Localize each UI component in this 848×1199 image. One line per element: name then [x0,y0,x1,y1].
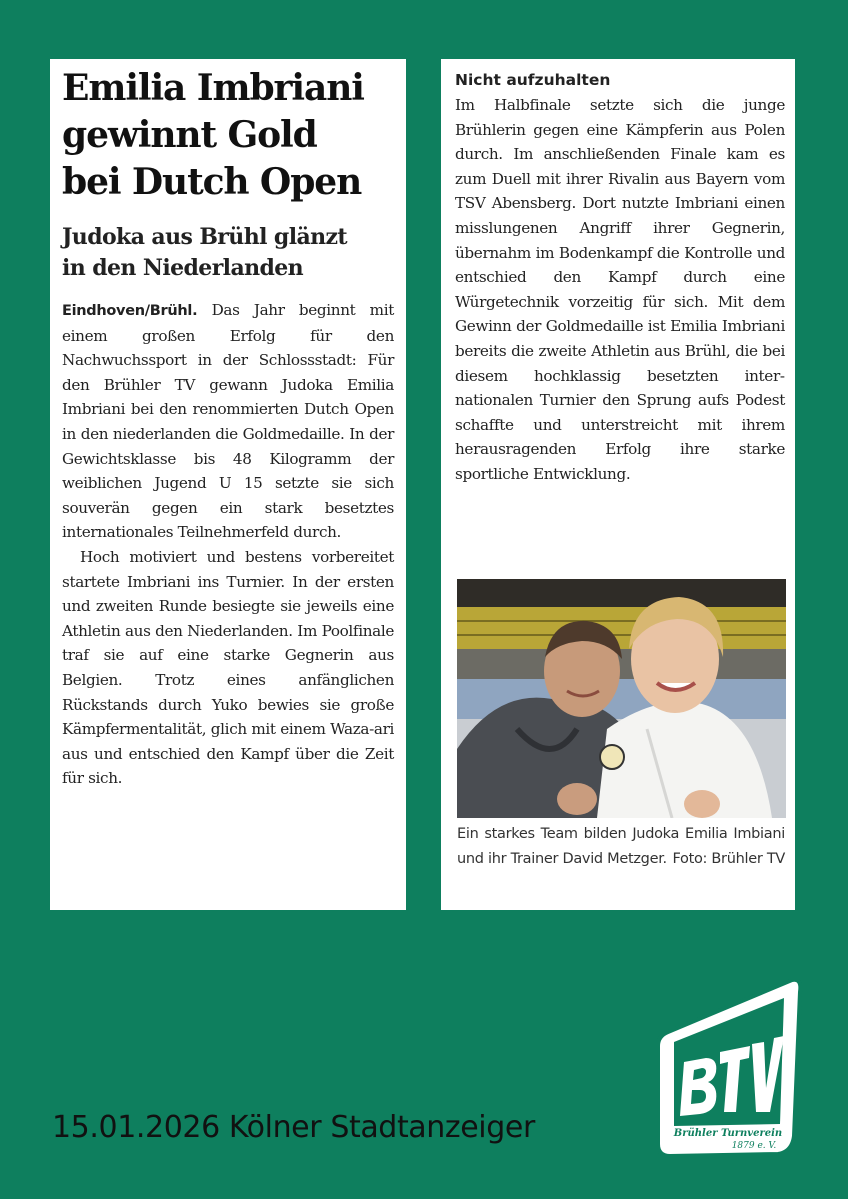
article-right-column [441,59,795,910]
section-title: Nicht aufzuhalten [455,71,611,89]
article-paragraph-1 [62,298,394,545]
article-left-column [50,59,406,910]
btv-logo-icon [654,976,804,1158]
headline-line: Emilia Imbriani [62,67,364,109]
photo-illustration [457,579,786,818]
article-photo [457,579,786,818]
dateline: Eindhoven/Brühl. [62,303,198,319]
article-headline [62,65,394,206]
logo-founded: 1879 e. V. [731,1141,777,1151]
caption-text: Ein starkes Team bilden Judoka Emilia Imbiani und ihr Trainer David Metzger. [457,826,785,867]
paragraph-text: Das Jahr beginnt mit einem großen Erfolg für den Nachwuchssport in der Schlossstadt: Für den Brühler TV gewann Judoka Emilia Imbriani bei den renommierten Dutch Open in den niederlanden die Goldmedaille. In der Gewichtsklasse bis 48 Kilogramm der weiblichen Jugend U 15 setzte sie sich souverän gegen ein stark besetztes internationales Teilnehmerfeld durch. [62,301,394,542]
photo-caption [457,822,785,871]
headline-line: gewinnt Gold [62,114,317,156]
btv-logo [654,976,804,1158]
paragraph-text: Im Halbfinale setzte sich die junge Brühlerin gegen eine Kämpferin aus Polen durch. Im anschließenden Finale kam es zum Duell mit ihrer Rivalin aus Bayern vom TSV Abensberg. Dort nutzte Imbriani einen misslungenen Angriff ihrer Gegnerin, übernahm im Bodenkampf die Kontrolle und entschied den Kampf durch eine Würgetechnik vorzeitig für sich. Mit dem Gewinn der Goldmedaille ist Emilia Imbriani bereits die zweite Athletin aus Brühl, die bei diesem hochklassig besetzten internationalen Turnier den Sprung aufs Podest schaffte und unterstreicht mit ihrem herausragenden Erfolg ihre starke sportliche Entwicklung. [455,96,785,483]
footer-date-source: 15.01.2026 Kölner Stadtanzeiger [52,1110,535,1145]
article-subheadline [62,222,394,284]
subhead-line: Judoka aus Brühl glänzt [62,224,347,250]
photo-credit: Foto: Brühler TV [672,850,785,867]
logo-name: Brühler Turnverein [673,1128,783,1139]
article-paragraph-3 [455,93,785,487]
paragraph-text: Hoch motiviert und bestens vorbereitet startete Imbriani ins Turnier. In der ersten und zweiten Runde besiegte sie jeweils eine Athletin aus den Niederlanden. Im Poolfinale traf sie auf eine starke Gegnerin aus Belgien. Trotz eines anfänglichen Rückstands durch Yuko bewies sie große Kämpfermentalität, glich mit einem Waza-ari aus und entschied den Kampf über die Zeit für sich. [62,547,394,788]
headline-line: bei Dutch Open [62,161,362,203]
subhead-line: in den Niederlanden [62,255,304,281]
article-paragraph-2 [62,545,394,791]
